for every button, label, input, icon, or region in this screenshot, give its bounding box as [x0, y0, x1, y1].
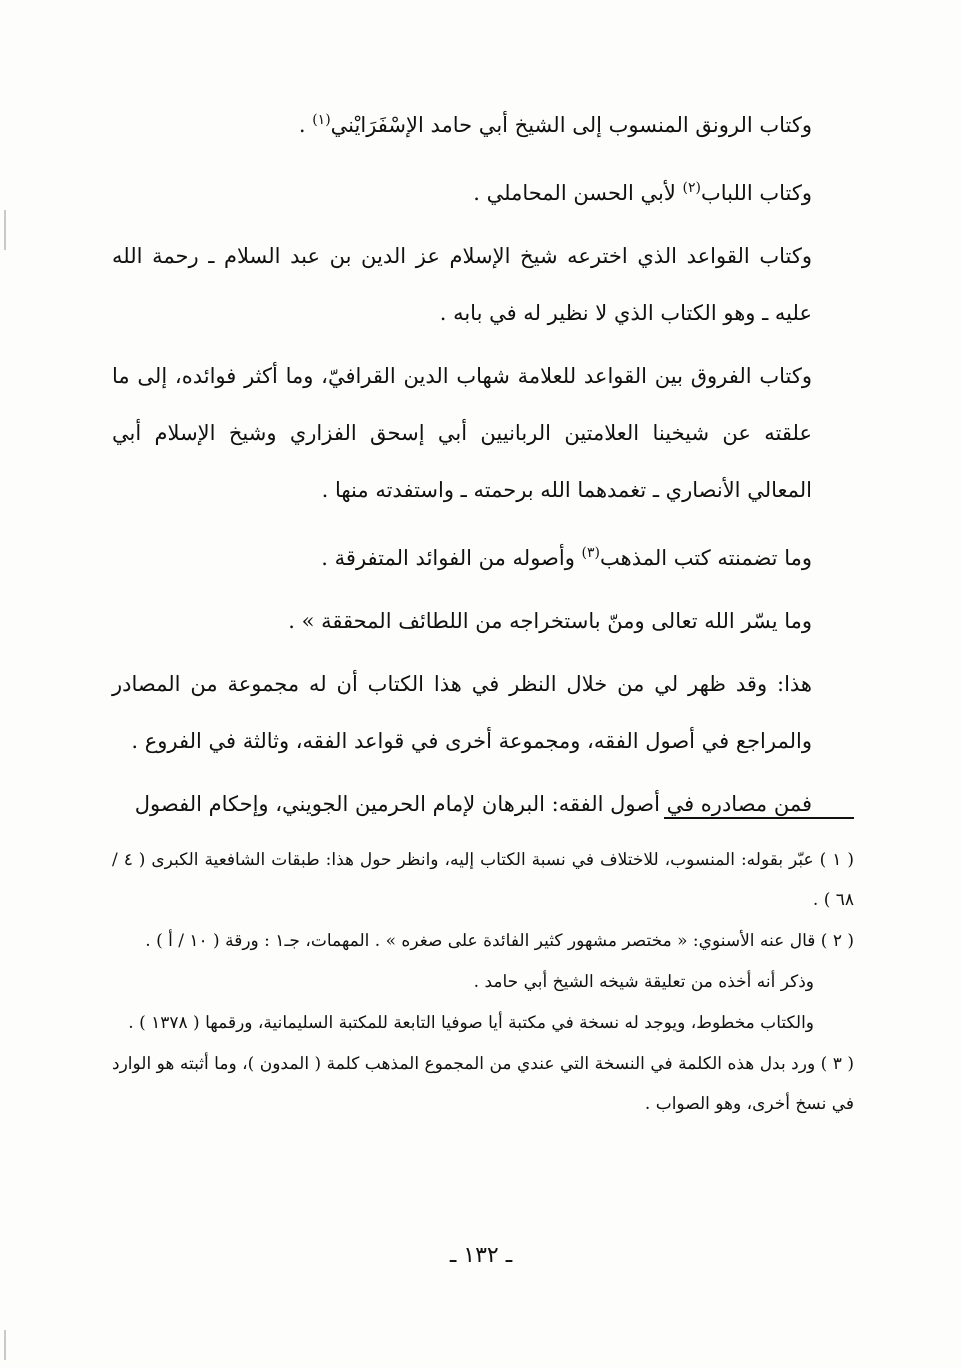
- main-text: [112, 92, 812, 839]
- scan-edge-mark: [4, 210, 6, 250]
- footnote-separator: [664, 817, 854, 819]
- paragraph: وما يسّر الله تعالى ومنّ باستخراجه من اللطائف المحققة » .: [288, 609, 812, 633]
- page-number: ـ ١٣٢ ـ: [449, 1243, 513, 1268]
- footnote: ( ٣ ) ورد بدل هذه الكلمة في النسخة التي عندي من المجموع المذهب كلمة ( المدون )، وما أثبته هو الوارد في نسخ أخرى، وهو الصواب .: [112, 1054, 854, 1114]
- paragraph: وما تضمنته كتب المذهب$^{(٣)}$ وأصوله من الفوائد المتفرقة .: [321, 545, 812, 570]
- paragraph: وكتاب الفروق بين القواعد للعلامة شهاب الدين القرافيّ، وما أكثر فوائده، إلى ما علقته عن شيخينا العلامتين الربانيين أبي إسحق الفزاري وشيخ الإسلام أبي المعالي الأنصاري ـ تغمدهما الله برحمته ـ واستفدته منها .: [112, 364, 812, 502]
- footnote-ref: (١): [312, 112, 331, 128]
- paragraph: هذا: وقد ظهر لي من خلال النظر في هذا الكتاب أن له مجموعة من المصادر والمراجع في أصول الفقه، ومجموعة أخرى في قواعد الفقه، وثالثة في الفروع .: [112, 672, 812, 753]
- footnote: ( ٢ ) قال عنه الأسنوي: « مختصر مشهور كثير الفائدة على صغره » . المهمات، جـ١ : ورقة ( ١٠ / أ ) .: [145, 931, 854, 951]
- paragraph: وكتاب الرونق المنسوب إلى الشيخ أبي حامد الإسْفَرَايْني$^{(١)}$ .: [298, 112, 812, 137]
- paragraph: وكتاب اللباب$^{(٢)}$ لأبي الحسن المحاملي .: [473, 180, 812, 205]
- scan-edge-mark: [4, 1330, 6, 1360]
- paragraph: وكتاب القواعد الذي اخترعه شيخ الإسلام عز الدين بن عبد السلام ـ رحمة الله عليه ـ وهو الكتاب الذي لا نظير له في بابه .: [112, 244, 812, 325]
- footnotes: [112, 840, 854, 1125]
- footnote-ref: (٣): [581, 545, 600, 561]
- footnote-continuation: والكتاب مخطوط، ويوجد له نسخة في مكتبة أيا صوفيا التابعة للمكتبة السليمانية، ورقمها ( ١٣٧٨ ) .: [128, 1013, 814, 1033]
- paragraph: فمن مصادره في أصول الفقه: البرهان لإمام الحرمين الجويني، وإحكام الفصول: [134, 792, 812, 816]
- footnote-ref: (٢): [682, 180, 701, 196]
- footnote-continuation: وذكر أنه أخذه من تعليقة شيخه الشيخ أبي حامد .: [473, 972, 814, 992]
- footnote: ( ١ ) عبّر بقوله: المنسوب، للاختلاف في نسبة الكتاب إليه، وانظر حول هذا: طبقات الشافعية الكبرى ( ٤ / ٦٨ ) .: [112, 850, 854, 910]
